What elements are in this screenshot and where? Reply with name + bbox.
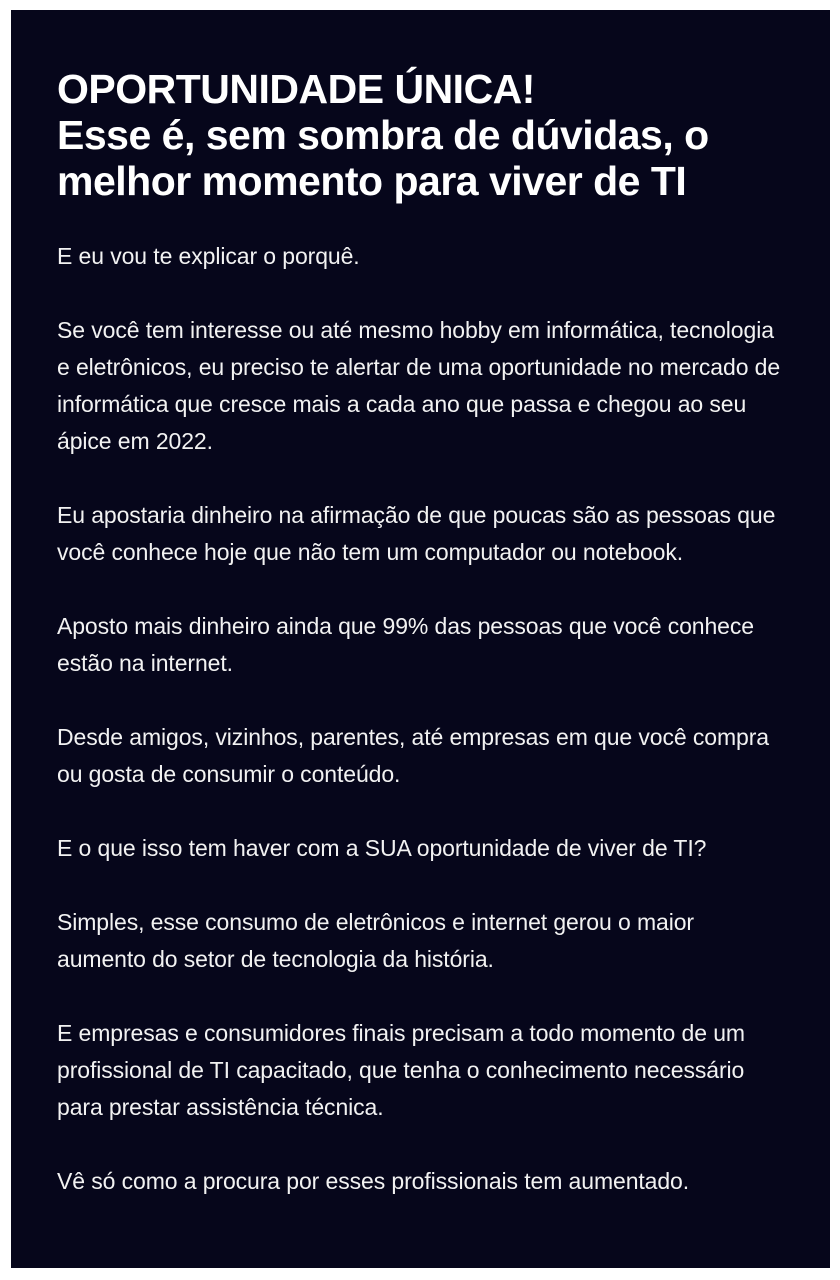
paragraph-answer: Simples, esse consumo de eletrônicos e internet gerou o maior aumento do setor de tecnologia da história.	[57, 909, 694, 972]
paragraph-question: E o que isso tem haver com a SUA oportunidade de viver de TI?	[57, 835, 707, 861]
article-body	[57, 238, 786, 1200]
paragraph-computers: Eu apostaria dinheiro na afirmação de que poucas são as pessoas que você conhece hoje que não tem um computador ou notebook.	[57, 502, 776, 565]
paragraph-opportunity: Se você tem interesse ou até mesmo hobby em informática, tecnologia e eletrônicos, eu preciso te alertar de uma oportunidade no mercado de informática que cresce mais a cada ano que passa e chegou ao seu ápice em 2022.	[57, 317, 781, 454]
paragraph-demand: E empresas e consumidores finais precisam a todo momento de um profissional de TI capacitado, que tenha o conhecimento necessário para prestar assistência técnica.	[57, 1020, 745, 1120]
content-panel	[11, 10, 830, 1268]
paragraph-internet: Aposto mais dinheiro ainda que 99% das pessoas que você conhece estão na internet.	[57, 613, 754, 676]
page-headline	[57, 66, 786, 204]
headline-line-1: OPORTUNIDADE ÚNICA!	[57, 66, 535, 112]
paragraph-intro: E eu vou te explicar o porquê.	[57, 243, 360, 269]
paragraph-people: Desde amigos, vizinhos, parentes, até empresas em que você compra ou gosta de consumir o conteúdo.	[57, 724, 769, 787]
headline-line-2: Esse é, sem sombra de dúvidas, o melhor momento para viver de TI	[57, 112, 709, 204]
paragraph-closing: Vê só como a procura por esses profissionais tem aumentado.	[57, 1168, 690, 1194]
